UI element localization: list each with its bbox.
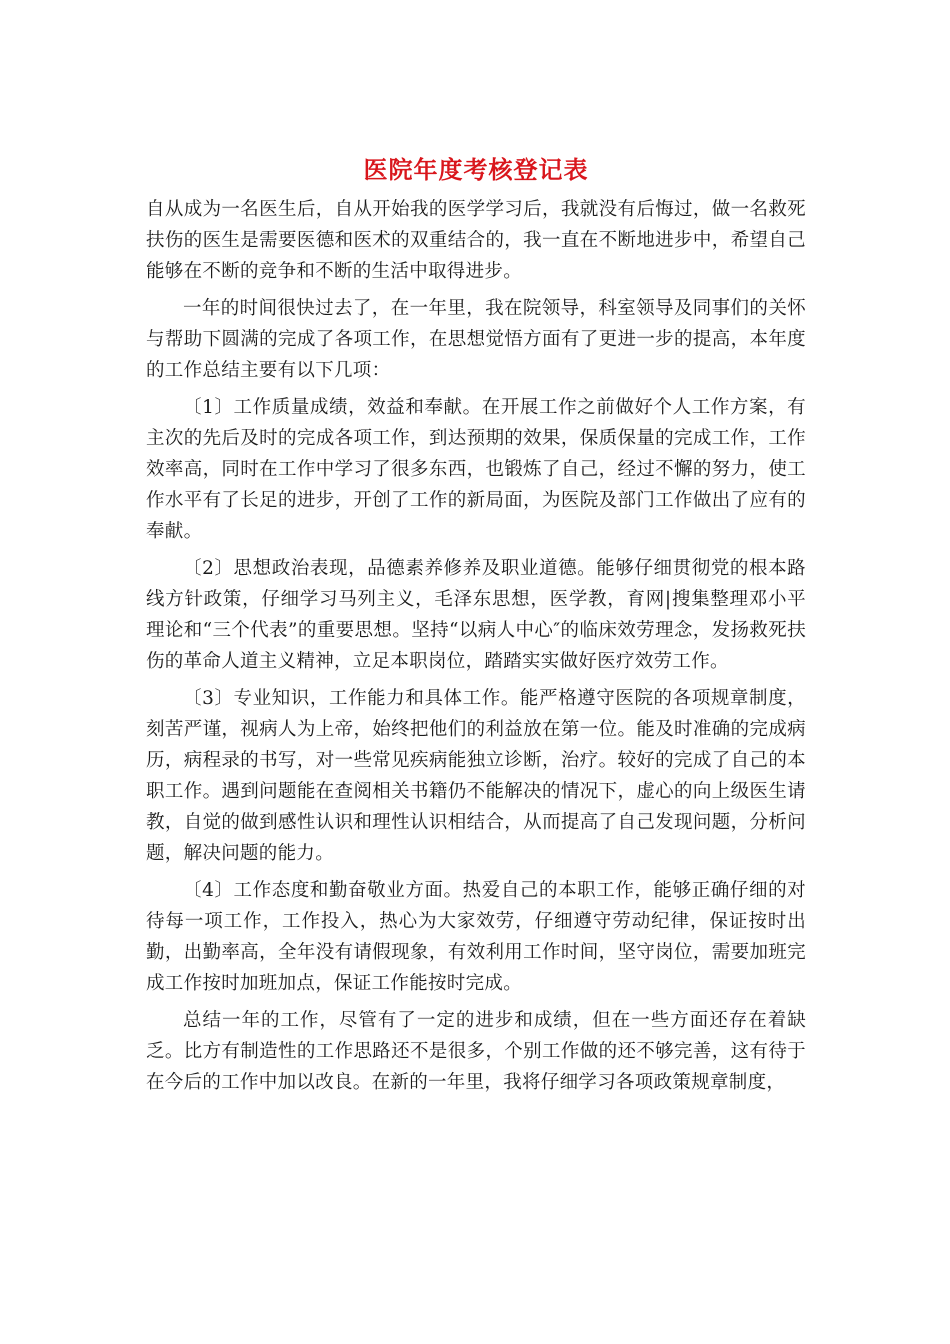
- paragraph-intro: 自从成为一名医生后，自从开始我的医学学习后，我就没有后悔过，做一名救死扶伤的医生是需要医德和医术的双重结合的，我一直在不断地进步中，希望自己能够在不断的竞争和不断的生活中取得进步。: [146, 199, 806, 282]
- paragraph-summary: 总结一年的工作，尽管有了一定的进步和成绩，但在一些方面还存在着缺乏。比方有制造性的工作思路还不是很多，个别工作做的还不够完善，这有待于在今后的工作中加以改良。在新的一年里，我将仔细学习各项政策规章制度，: [146, 1010, 806, 1093]
- document-title: 医院年度考核登记表: [363, 155, 589, 184]
- paragraph-item-1: 〔1〕工作质量成绩，效益和奉献。在开展工作之前做好个人工作方案，有主次的先后及时的完成各项工作，到达预期的效果，保质保量的完成工作，工作效率高，同时在工作中学习了很多东西，也锻炼了自己，经过不懈的努力，使工作水平有了长足的进步，开创了工作的新局面，为医院及部门工作做出了应有的奉献。: [146, 397, 806, 542]
- paragraph-item-4: 〔4〕工作态度和勤奋敬业方面。热爱自己的本职工作，能够正确仔细的对待每一项工作，工作投入，热心为大家效劳，仔细遵守劳动纪律，保证按时出勤，出勤率高，全年没有请假现象，有效利用工作时间，坚守岗位，需要加班完成工作按时加班加点，保证工作能按时完成。: [146, 880, 806, 994]
- paragraph-overview: 一年的时间很快过去了，在一年里，我在院领导，科室领导及同事们的关怀与帮助下圆满的完成了各项工作，在思想觉悟方面有了更进一步的提高，本年度的工作总结主要有以下几项：: [146, 298, 806, 381]
- paragraph-item-3: 〔3〕专业知识，工作能力和具体工作。能严格遵守医院的各项规章制度，刻苦严谨，视病人为上帝，始终把他们的利益放在第一位。能及时准确的完成病历，病程录的书写，对一些常见疾病能独立诊断，治疗。较好的完成了自己的本职工作。遇到问题能在查阅相关书籍仍不能解决的情况下，虚心的向上级医生请教，自觉的做到感性认识和理性认识相结合，从而提高了自己发现问题，分析问题，解决问题的能力。: [146, 688, 806, 864]
- document-body: [146, 194, 806, 1104]
- paragraph-item-2: 〔2〕思想政治表现，品德素养修养及职业道德。能够仔细贯彻党的根本路线方针政策，仔细学习马列主义，毛泽东思想，医学教，育网|搜集整理邓小平理论和“三个代表”的重要思想。坚持“以病人中心″的临床效劳理念，发扬救死扶伤的革命人道主义精神，立足本职岗位，踏踏实实做好医疗效劳工作。: [146, 558, 806, 672]
